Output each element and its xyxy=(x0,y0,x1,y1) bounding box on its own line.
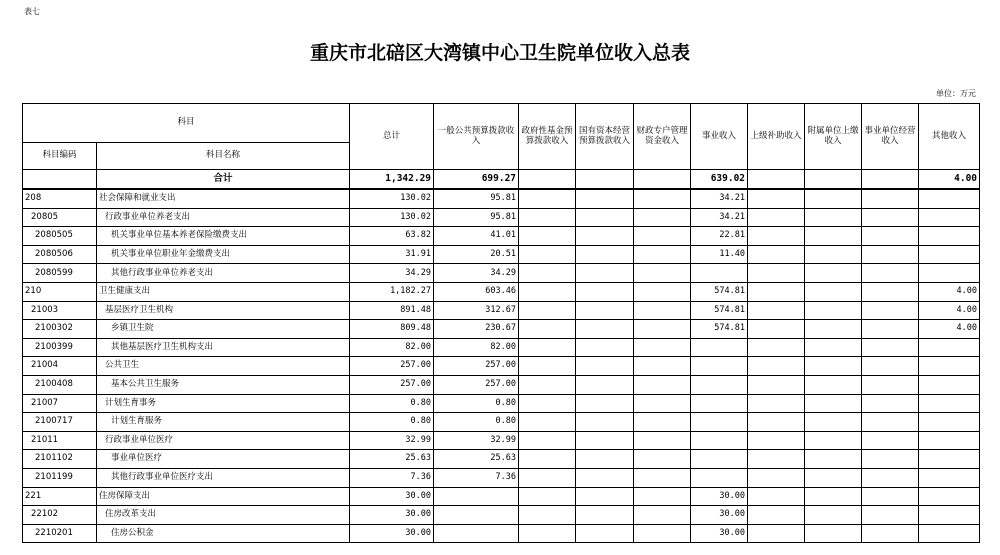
row-general-budget: 603.46 xyxy=(434,282,519,301)
row-other-income xyxy=(919,375,980,394)
row-business-income xyxy=(691,357,748,376)
row-affiliated-units xyxy=(805,227,862,246)
row-gov-fund xyxy=(519,413,576,432)
row-operating-income xyxy=(862,245,919,264)
total-general-budget: 699.27 xyxy=(434,170,519,190)
header-special-account: 财政专户管理资金收入 xyxy=(634,104,691,170)
row-code: 22102 xyxy=(23,506,97,525)
row-total: 82.00 xyxy=(350,338,434,357)
row-operating-income xyxy=(862,431,919,450)
row-gov-fund xyxy=(519,301,576,320)
row-code: 21004 xyxy=(23,357,97,376)
row-total: 34.29 xyxy=(350,264,434,283)
row-state-capital xyxy=(576,264,634,283)
table-row xyxy=(23,450,980,469)
row-other-income xyxy=(919,394,980,413)
row-total: 1,182.27 xyxy=(350,282,434,301)
row-code: 21003 xyxy=(23,301,97,320)
row-total: 30.00 xyxy=(350,487,434,506)
row-general-budget: 20.51 xyxy=(434,245,519,264)
row-superior-subsidy xyxy=(748,227,805,246)
row-other-income xyxy=(919,468,980,487)
row-state-capital xyxy=(576,320,634,339)
row-state-capital xyxy=(576,282,634,301)
row-business-income xyxy=(691,450,748,469)
row-gov-fund xyxy=(519,506,576,525)
table-row xyxy=(23,264,980,283)
row-superior-subsidy xyxy=(748,189,805,208)
row-state-capital xyxy=(576,227,634,246)
row-gov-fund xyxy=(519,282,576,301)
row-superior-subsidy xyxy=(748,413,805,432)
header-state-capital: 国有资本经营预算拨款收入 xyxy=(576,104,634,170)
row-operating-income xyxy=(862,282,919,301)
table-row xyxy=(23,320,980,339)
header-business-income: 事业收入 xyxy=(691,104,748,170)
row-special-account xyxy=(634,375,691,394)
row-operating-income xyxy=(862,487,919,506)
row-other-income xyxy=(919,487,980,506)
row-business-income xyxy=(691,413,748,432)
table-row xyxy=(23,375,980,394)
row-superior-subsidy xyxy=(748,506,805,525)
row-operating-income xyxy=(862,394,919,413)
header-name: 科目名称 xyxy=(97,143,350,170)
total-label: 合计 xyxy=(97,170,350,190)
table-row xyxy=(23,413,980,432)
row-name: 机关事业单位基本养老保险缴费支出 xyxy=(97,227,350,246)
row-gov-fund xyxy=(519,264,576,283)
row-superior-subsidy xyxy=(748,431,805,450)
row-name: 卫生健康支出 xyxy=(97,282,350,301)
row-superior-subsidy xyxy=(748,394,805,413)
row-general-budget: 257.00 xyxy=(434,357,519,376)
row-code: 2080505 xyxy=(23,227,97,246)
table-row xyxy=(23,468,980,487)
row-total: 31.91 xyxy=(350,245,434,264)
row-special-account xyxy=(634,320,691,339)
row-general-budget: 7.36 xyxy=(434,468,519,487)
row-general-budget: 25.63 xyxy=(434,450,519,469)
row-affiliated-units xyxy=(805,450,862,469)
row-business-income: 34.21 xyxy=(691,189,748,208)
row-business-income: 30.00 xyxy=(691,524,748,543)
table-row xyxy=(23,301,980,320)
row-state-capital xyxy=(576,301,634,320)
row-general-budget xyxy=(434,487,519,506)
row-affiliated-units xyxy=(805,320,862,339)
row-state-capital xyxy=(576,208,634,227)
table-row xyxy=(23,431,980,450)
row-superior-subsidy xyxy=(748,468,805,487)
row-name: 事业单位医疗 xyxy=(97,450,350,469)
row-general-budget: 0.80 xyxy=(434,413,519,432)
row-superior-subsidy xyxy=(748,524,805,543)
row-name: 基层医疗卫生机构 xyxy=(97,301,350,320)
row-total: 130.02 xyxy=(350,208,434,227)
row-special-account xyxy=(634,394,691,413)
row-general-budget: 257.00 xyxy=(434,375,519,394)
row-business-income: 22.81 xyxy=(691,227,748,246)
row-superior-subsidy xyxy=(748,487,805,506)
row-business-income xyxy=(691,338,748,357)
row-code: 2100717 xyxy=(23,413,97,432)
row-special-account xyxy=(634,264,691,283)
table-row xyxy=(23,282,980,301)
row-general-budget: 32.99 xyxy=(434,431,519,450)
header-general-budget: 一般公共预算拨款收入 xyxy=(434,104,519,170)
row-general-budget: 230.67 xyxy=(434,320,519,339)
table-row xyxy=(23,506,980,525)
row-state-capital xyxy=(576,450,634,469)
row-code: 2101199 xyxy=(23,468,97,487)
row-operating-income xyxy=(862,264,919,283)
row-special-account xyxy=(634,524,691,543)
row-affiliated-units xyxy=(805,487,862,506)
row-operating-income xyxy=(862,320,919,339)
row-name: 行政事业单位养老支出 xyxy=(97,208,350,227)
row-name: 公共卫生 xyxy=(97,357,350,376)
row-other-income: 4.00 xyxy=(919,301,980,320)
row-total: 891.48 xyxy=(350,301,434,320)
row-superior-subsidy xyxy=(748,208,805,227)
row-general-budget xyxy=(434,506,519,525)
row-total: 32.99 xyxy=(350,431,434,450)
row-superior-subsidy xyxy=(748,338,805,357)
row-code: 208 xyxy=(23,189,97,208)
row-affiliated-units xyxy=(805,413,862,432)
table-row xyxy=(23,245,980,264)
row-superior-subsidy xyxy=(748,320,805,339)
row-affiliated-units xyxy=(805,524,862,543)
total-affiliated-units xyxy=(805,170,862,190)
row-total: 257.00 xyxy=(350,375,434,394)
row-affiliated-units xyxy=(805,394,862,413)
row-code: 2100408 xyxy=(23,375,97,394)
row-code: 221 xyxy=(23,487,97,506)
row-operating-income xyxy=(862,375,919,394)
row-name: 住房公积金 xyxy=(97,524,350,543)
row-state-capital xyxy=(576,338,634,357)
header-superior-subsidy: 上级补助收入 xyxy=(748,104,805,170)
header-kemu: 科目 xyxy=(23,104,350,143)
header-affiliated-units: 附属单位上缴收入 xyxy=(805,104,862,170)
row-operating-income xyxy=(862,506,919,525)
row-general-budget: 95.81 xyxy=(434,208,519,227)
row-affiliated-units xyxy=(805,282,862,301)
row-special-account xyxy=(634,468,691,487)
row-total: 25.63 xyxy=(350,450,434,469)
row-gov-fund xyxy=(519,468,576,487)
row-general-budget xyxy=(434,524,519,543)
row-code: 21007 xyxy=(23,394,97,413)
row-special-account xyxy=(634,245,691,264)
table-row xyxy=(23,487,980,506)
row-code: 2100399 xyxy=(23,338,97,357)
row-gov-fund xyxy=(519,450,576,469)
row-business-income: 574.81 xyxy=(691,320,748,339)
row-name: 住房保障支出 xyxy=(97,487,350,506)
row-affiliated-units xyxy=(805,301,862,320)
row-name: 社会保障和就业支出 xyxy=(97,189,350,208)
row-operating-income xyxy=(862,468,919,487)
row-operating-income xyxy=(862,357,919,376)
row-gov-fund xyxy=(519,375,576,394)
row-gov-fund xyxy=(519,431,576,450)
row-gov-fund xyxy=(519,338,576,357)
row-other-income: 4.00 xyxy=(919,282,980,301)
row-affiliated-units xyxy=(805,431,862,450)
row-other-income xyxy=(919,450,980,469)
row-business-income: 11.40 xyxy=(691,245,748,264)
row-special-account xyxy=(634,413,691,432)
row-gov-fund xyxy=(519,320,576,339)
row-general-budget: 82.00 xyxy=(434,338,519,357)
row-code: 2080599 xyxy=(23,264,97,283)
row-superior-subsidy xyxy=(748,375,805,394)
total-superior-subsidy xyxy=(748,170,805,190)
row-gov-fund xyxy=(519,487,576,506)
row-total: 0.80 xyxy=(350,394,434,413)
row-special-account xyxy=(634,487,691,506)
row-gov-fund xyxy=(519,189,576,208)
row-affiliated-units xyxy=(805,208,862,227)
row-state-capital xyxy=(576,506,634,525)
row-affiliated-units xyxy=(805,375,862,394)
row-operating-income xyxy=(862,524,919,543)
row-state-capital xyxy=(576,487,634,506)
row-name: 其他行政事业单位医疗支出 xyxy=(97,468,350,487)
header-other-income: 其他收入 xyxy=(919,104,980,170)
row-business-income: 574.81 xyxy=(691,282,748,301)
row-other-income xyxy=(919,338,980,357)
row-operating-income xyxy=(862,450,919,469)
row-state-capital xyxy=(576,189,634,208)
row-business-income: 30.00 xyxy=(691,506,748,525)
row-total: 30.00 xyxy=(350,524,434,543)
total-other-income: 4.00 xyxy=(919,170,980,190)
header-total: 总计 xyxy=(350,104,434,170)
row-superior-subsidy xyxy=(748,245,805,264)
row-superior-subsidy xyxy=(748,301,805,320)
table-row xyxy=(23,208,980,227)
row-affiliated-units xyxy=(805,468,862,487)
row-special-account xyxy=(634,506,691,525)
header-code: 科目编码 xyxy=(23,143,97,170)
row-total: 0.80 xyxy=(350,413,434,432)
row-name: 基本公共卫生服务 xyxy=(97,375,350,394)
row-special-account xyxy=(634,208,691,227)
total-gov-fund xyxy=(519,170,576,190)
row-business-income: 34.21 xyxy=(691,208,748,227)
row-special-account xyxy=(634,189,691,208)
row-affiliated-units xyxy=(805,245,862,264)
row-other-income xyxy=(919,431,980,450)
row-operating-income xyxy=(862,208,919,227)
row-business-income xyxy=(691,375,748,394)
row-superior-subsidy xyxy=(748,282,805,301)
row-special-account xyxy=(634,338,691,357)
row-code: 210 xyxy=(23,282,97,301)
row-operating-income xyxy=(862,413,919,432)
row-other-income xyxy=(919,506,980,525)
row-code: 2100302 xyxy=(23,320,97,339)
row-gov-fund xyxy=(519,394,576,413)
row-name: 乡镇卫生院 xyxy=(97,320,350,339)
row-state-capital xyxy=(576,245,634,264)
row-operating-income xyxy=(862,227,919,246)
total-row xyxy=(23,170,980,190)
row-business-income xyxy=(691,394,748,413)
row-other-income xyxy=(919,524,980,543)
row-affiliated-units xyxy=(805,338,862,357)
row-name: 住房改革支出 xyxy=(97,506,350,525)
row-special-account xyxy=(634,357,691,376)
table-row xyxy=(23,357,980,376)
row-operating-income xyxy=(862,301,919,320)
total-state-capital xyxy=(576,170,634,190)
row-general-budget: 312.67 xyxy=(434,301,519,320)
row-code: 2080506 xyxy=(23,245,97,264)
row-business-income xyxy=(691,468,748,487)
row-general-budget: 0.80 xyxy=(434,394,519,413)
row-business-income: 30.00 xyxy=(691,487,748,506)
row-superior-subsidy xyxy=(748,357,805,376)
unit-label: 单位：万元 xyxy=(936,89,976,98)
row-total: 257.00 xyxy=(350,357,434,376)
page-title: 重庆市北碚区大湾镇中心卫生院单位收入总表 xyxy=(309,42,690,64)
row-other-income xyxy=(919,245,980,264)
row-other-income xyxy=(919,208,980,227)
row-total: 7.36 xyxy=(350,468,434,487)
row-code: 21011 xyxy=(23,431,97,450)
row-state-capital xyxy=(576,431,634,450)
total-sum: 1,342.29 xyxy=(350,170,434,190)
row-general-budget: 41.01 xyxy=(434,227,519,246)
row-other-income xyxy=(919,413,980,432)
row-other-income xyxy=(919,227,980,246)
row-business-income: 574.81 xyxy=(691,301,748,320)
table-row xyxy=(23,394,980,413)
table-row xyxy=(23,227,980,246)
row-special-account xyxy=(634,450,691,469)
row-business-income xyxy=(691,431,748,450)
row-state-capital xyxy=(576,394,634,413)
row-gov-fund xyxy=(519,357,576,376)
row-business-income xyxy=(691,264,748,283)
header-operating-income: 事业单位经营收入 xyxy=(862,104,919,170)
table-row xyxy=(23,338,980,357)
total-business-income: 639.02 xyxy=(691,170,748,190)
row-total: 30.00 xyxy=(350,506,434,525)
total-special-account xyxy=(634,170,691,190)
row-superior-subsidy xyxy=(748,264,805,283)
total-operating-income xyxy=(862,170,919,190)
row-special-account xyxy=(634,282,691,301)
row-affiliated-units xyxy=(805,506,862,525)
row-code: 2210201 xyxy=(23,524,97,543)
row-other-income: 4.00 xyxy=(919,320,980,339)
row-name: 其他基层医疗卫生机构支出 xyxy=(97,338,350,357)
row-total: 130.02 xyxy=(350,189,434,208)
row-name: 行政事业单位医疗 xyxy=(97,431,350,450)
row-gov-fund xyxy=(519,208,576,227)
table-row xyxy=(23,524,980,543)
header-gov-fund: 政府性基金预算拨款收入 xyxy=(519,104,576,170)
row-superior-subsidy xyxy=(748,450,805,469)
row-name: 计划生育服务 xyxy=(97,413,350,432)
row-name: 其他行政事业单位养老支出 xyxy=(97,264,350,283)
row-total: 809.48 xyxy=(350,320,434,339)
row-other-income xyxy=(919,264,980,283)
row-special-account xyxy=(634,227,691,246)
row-state-capital xyxy=(576,413,634,432)
row-affiliated-units xyxy=(805,357,862,376)
row-gov-fund xyxy=(519,227,576,246)
row-state-capital xyxy=(576,524,634,543)
income-summary-table xyxy=(22,103,980,543)
row-other-income xyxy=(919,357,980,376)
row-operating-income xyxy=(862,338,919,357)
table-row xyxy=(23,189,980,208)
row-affiliated-units xyxy=(805,189,862,208)
row-code: 2101102 xyxy=(23,450,97,469)
row-affiliated-units xyxy=(805,264,862,283)
row-state-capital xyxy=(576,357,634,376)
row-general-budget: 34.29 xyxy=(434,264,519,283)
row-special-account xyxy=(634,301,691,320)
row-state-capital xyxy=(576,468,634,487)
row-total: 63.82 xyxy=(350,227,434,246)
row-general-budget: 95.81 xyxy=(434,189,519,208)
row-name: 计划生育事务 xyxy=(97,394,350,413)
row-gov-fund xyxy=(519,245,576,264)
row-gov-fund xyxy=(519,524,576,543)
row-state-capital xyxy=(576,375,634,394)
row-operating-income xyxy=(862,189,919,208)
row-other-income xyxy=(919,189,980,208)
table-number-tag: 表七 xyxy=(24,7,40,16)
row-name: 机关事业单位职业年金缴费支出 xyxy=(97,245,350,264)
row-special-account xyxy=(634,431,691,450)
row-code: 20805 xyxy=(23,208,97,227)
